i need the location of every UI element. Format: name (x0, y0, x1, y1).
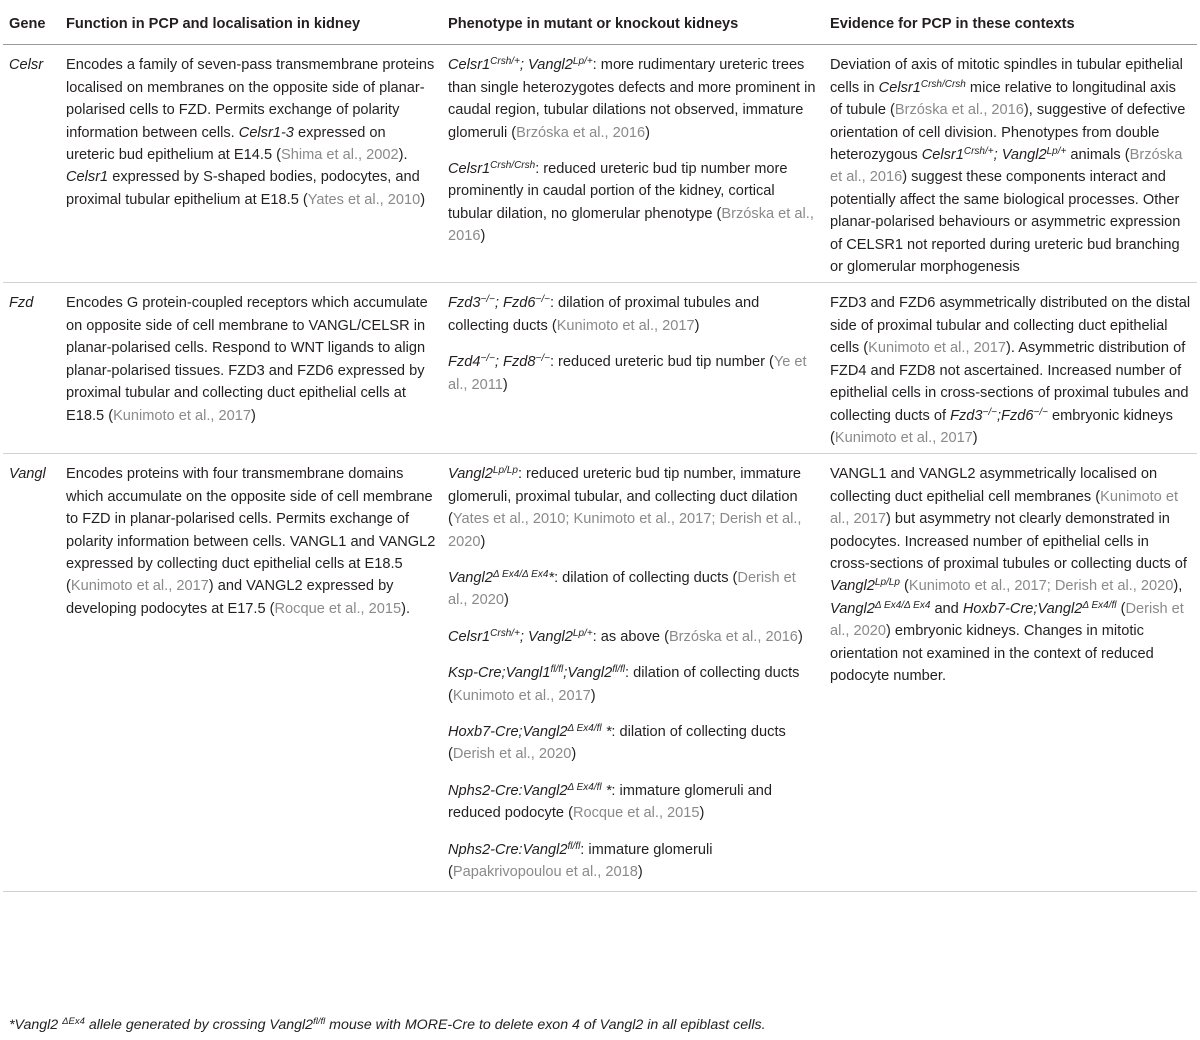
citation: Brzóska et al., 2016 (516, 124, 646, 141)
phenotype-cell (442, 454, 824, 892)
citation: Brzóska et al., 2016 (668, 628, 798, 645)
citation: Brzóska et al., 2016 (894, 102, 1024, 119)
pcp-table (3, 0, 1197, 892)
header-gene: Gene (3, 0, 60, 45)
citation: Kunimoto et al., 2017 (830, 488, 1179, 528)
citation: Brzóska et al., 2016 (830, 147, 1183, 186)
table-header-row (3, 0, 1197, 45)
citation: Derish et al., 2020 (452, 746, 572, 763)
header-evidence: Evidence for PCP in these contexts (824, 0, 1197, 45)
gene-name: Celsr (3, 45, 60, 283)
citation: Kunimoto et al., 2017 (70, 578, 209, 595)
header-function: Function in PCP and localisation in kidney (60, 0, 442, 45)
phenotype-entry: $Vangl2^{\Delta Ex4/\Delta Ex4}*$: dilation of collecting ducts (Derish et al., 2020) (448, 568, 796, 609)
table-row (3, 45, 1197, 283)
phenotype-entry: Fzd4−/−; Fzd8−/−: reduced ureteric bud tip number (Ye et al., 2011) (448, 353, 807, 393)
gene-name: Fzd (3, 283, 60, 454)
phenotype-cell (442, 283, 824, 454)
table-footnote: *Vangl2 $^{\Delta Ex4}$ allele generated by crossing $Vangl2^{fl/fl}$ mouse with MORE-Cre to delete exon 4 of Vangl2 in all epiblast cells. (9, 1016, 766, 1033)
phenotype-entry: $Celsr1^{Crsh/+}$; $Vangl2^{Lp/+}$: as above (Brzóska et al., 2016) (448, 627, 803, 645)
phenotype-entry: $Vangl2^{Lp/Lp}$: reduced ureteric bud tip number, immature glomeruli, proximal tubular, and collecting duct dilation (Yates et al., 2010; Kunimoto et al., 2017; Derish et al., 2020) (448, 465, 802, 550)
citation: Yates et al., 2010 (307, 191, 421, 208)
citation: Rocque et al., 2015 (274, 600, 402, 617)
citation: Brzóska et al., 2016 (448, 205, 814, 245)
phenotype-entry: $Nphs2-Cre:Vangl2^{\Delta Ex4/fl}$ *: immature glomeruli and reduced podocyte (Rocque et al., 2015) (448, 781, 772, 822)
evidence-cell: Deviation of axis of mitotic spindles in tubular epithelial cells in $Celsr1^{Crsh/Crsh}$ mice relative to longitudinal axis of tubule (Brzóska et al., 2016), suggestive of defective orientation of cell division. Phenotypes from double heterozygous $Celsr1^{Crsh/+}$; $Vangl2^{Lp/+}$ animals (Brzóska et al., 2016) suggest these components interact and potentially affect the same biological processes. Other planar-polarised behaviours or asymmetric expression of CELSR1 not reported during ureteric bud branching or glomerular morphogenesis (824, 45, 1197, 283)
citation: Kunimoto et al., 2017 (868, 340, 1007, 357)
citation: Kunimoto et al., 2017 (113, 407, 251, 424)
citation: Shima et al., 2002 (280, 147, 399, 164)
citation: Derish et al., 2020 (830, 600, 1184, 640)
phenotype-entry: $Celsr1^{Crsh/+}$; $Vangl2^{Lp/+}$: more rudimentary ureteric trees than single heterozygotes defects and more prominent in caudal region, tubular dilations not observed, immature glomeruli (Brzóska et al., 2016) (448, 56, 816, 141)
phenotype-cell (442, 45, 824, 283)
phenotype-entry: Fzd3−/−; Fzd6−/−: dilation of proximal tubules and collecting ducts (Kunimoto et al., 2017) (448, 294, 760, 334)
phenotype-entry: $Nphs2-Cre:Vangl2^{fl/fl}$: immature glomeruli (Papakrivopoulou et al., 2018) (448, 840, 713, 880)
evidence-cell: FZD3 and FZD6 asymmetrically distributed on the distal side of proximal tubular and collecting duct epithelial cells (Kunimoto et al., 2017). Asymmetric distribution of FZD4 and FZD8 not ascertained. Increased number of epithelial cells in cross-sections of proximal tubules and collecting ducts of Fzd3−/−;Fzd6−/− embryonic kidneys (Kunimoto et al., 2017) (824, 283, 1197, 454)
function-cell: Encodes G protein-coupled receptors which accumulate on opposite side of cell membrane to VANGL/CELSR in planar-polarised cells. Respond to WNT ligands to align planar-polarised tissues. FZD3 and FZD6 expressed by proximal tubular and collecting duct epithelial cells at E18.5 (Kunimoto et al., 2017) (60, 283, 442, 454)
evidence-cell: VANGL1 and VANGL2 asymmetrically localised on collecting duct epithelial cell membranes (Kunimoto et al., 2017) but asymmetry not clearly demonstrated in podocytes. Increased number of epithelial cells in cross-sections of proximal tubules or collecting ducts of $Vangl2^{Lp/Lp}$ (Kunimoto et al., 2017; Derish et al., 2020), $Vangl2^{\Delta Ex4/\Delta Ex4}$ and $Hoxb7-Cre;Vangl2^{\Delta Ex4/fl}$ (Derish et al., 2020) embryonic kidneys. Changes in mitotic orientation not examined in the context of reduced podocyte number. (824, 454, 1197, 892)
citation: Kunimoto et al., 2017 (556, 317, 695, 334)
citation: Papakrivopoulou et al., 2018 (452, 864, 638, 880)
phenotype-entry: $Celsr1^{Crsh/Crsh}$: reduced ureteric bud tip number more prominently in caudal portion of the kidney, cortical tubular dilation, no glomerular phenotype (Brzóska et al., 2016) (448, 160, 814, 245)
phenotype-entry: $Hoxb7-Cre;Vangl2^{\Delta Ex4/fl}$ *: dilation of collecting ducts (Derish et al., 2020) (448, 722, 786, 763)
gene-name: Vangl (3, 454, 60, 892)
citation: Derish et al., 2020 (448, 569, 796, 609)
citation: Kunimoto et al., 2017 (452, 687, 591, 704)
table-row (3, 454, 1197, 892)
phenotype-entry: Ksp-$Cre;Vangl1^{fl/fl};Vangl2^{fl/fl}$: dilation of collecting ducts (Kunimoto et al., 2017) (448, 664, 800, 704)
citation: Yates et al., 2010; Kunimoto et al., 2017; Derish et al., 2020 (448, 511, 802, 550)
citation: Rocque et al., 2015 (572, 805, 700, 822)
header-phenotype: Phenotype in mutant or knockout kidneys (442, 0, 824, 45)
citation: Ye et al., 2011 (448, 354, 807, 393)
table-row (3, 283, 1197, 454)
function-cell: Encodes proteins with four transmembrane domains which accumulate on the opposite side of cell membrane to FZD in planar-polarised cells. Permits exchange of polarity information between cells. VANGL1 and VANGL2 expressed by collecting duct epithelial cells at E18.5 (Kunimoto et al., 2017) and VANGL2 expressed by developing podocytes at E17.5 (Rocque et al., 2015). (60, 454, 442, 892)
function-cell: Encodes a family of seven-pass transmembrane proteins localised on membranes on the opposite side of planar-polarised cells to FZD. Permits exchange of polarity information between cells. Celsr1-3 expressed on ureteric bud epithelium at E14.5 (Shima et al., 2002). Celsr1 expressed by S-shaped bodies, podocytes, and proximal tubular epithelium at E18.5 (Yates et al., 2010) (60, 45, 442, 283)
citation: Kunimoto et al., 2017 (834, 429, 973, 446)
citation: Kunimoto et al., 2017; Derish et al., 2020 (908, 578, 1174, 595)
